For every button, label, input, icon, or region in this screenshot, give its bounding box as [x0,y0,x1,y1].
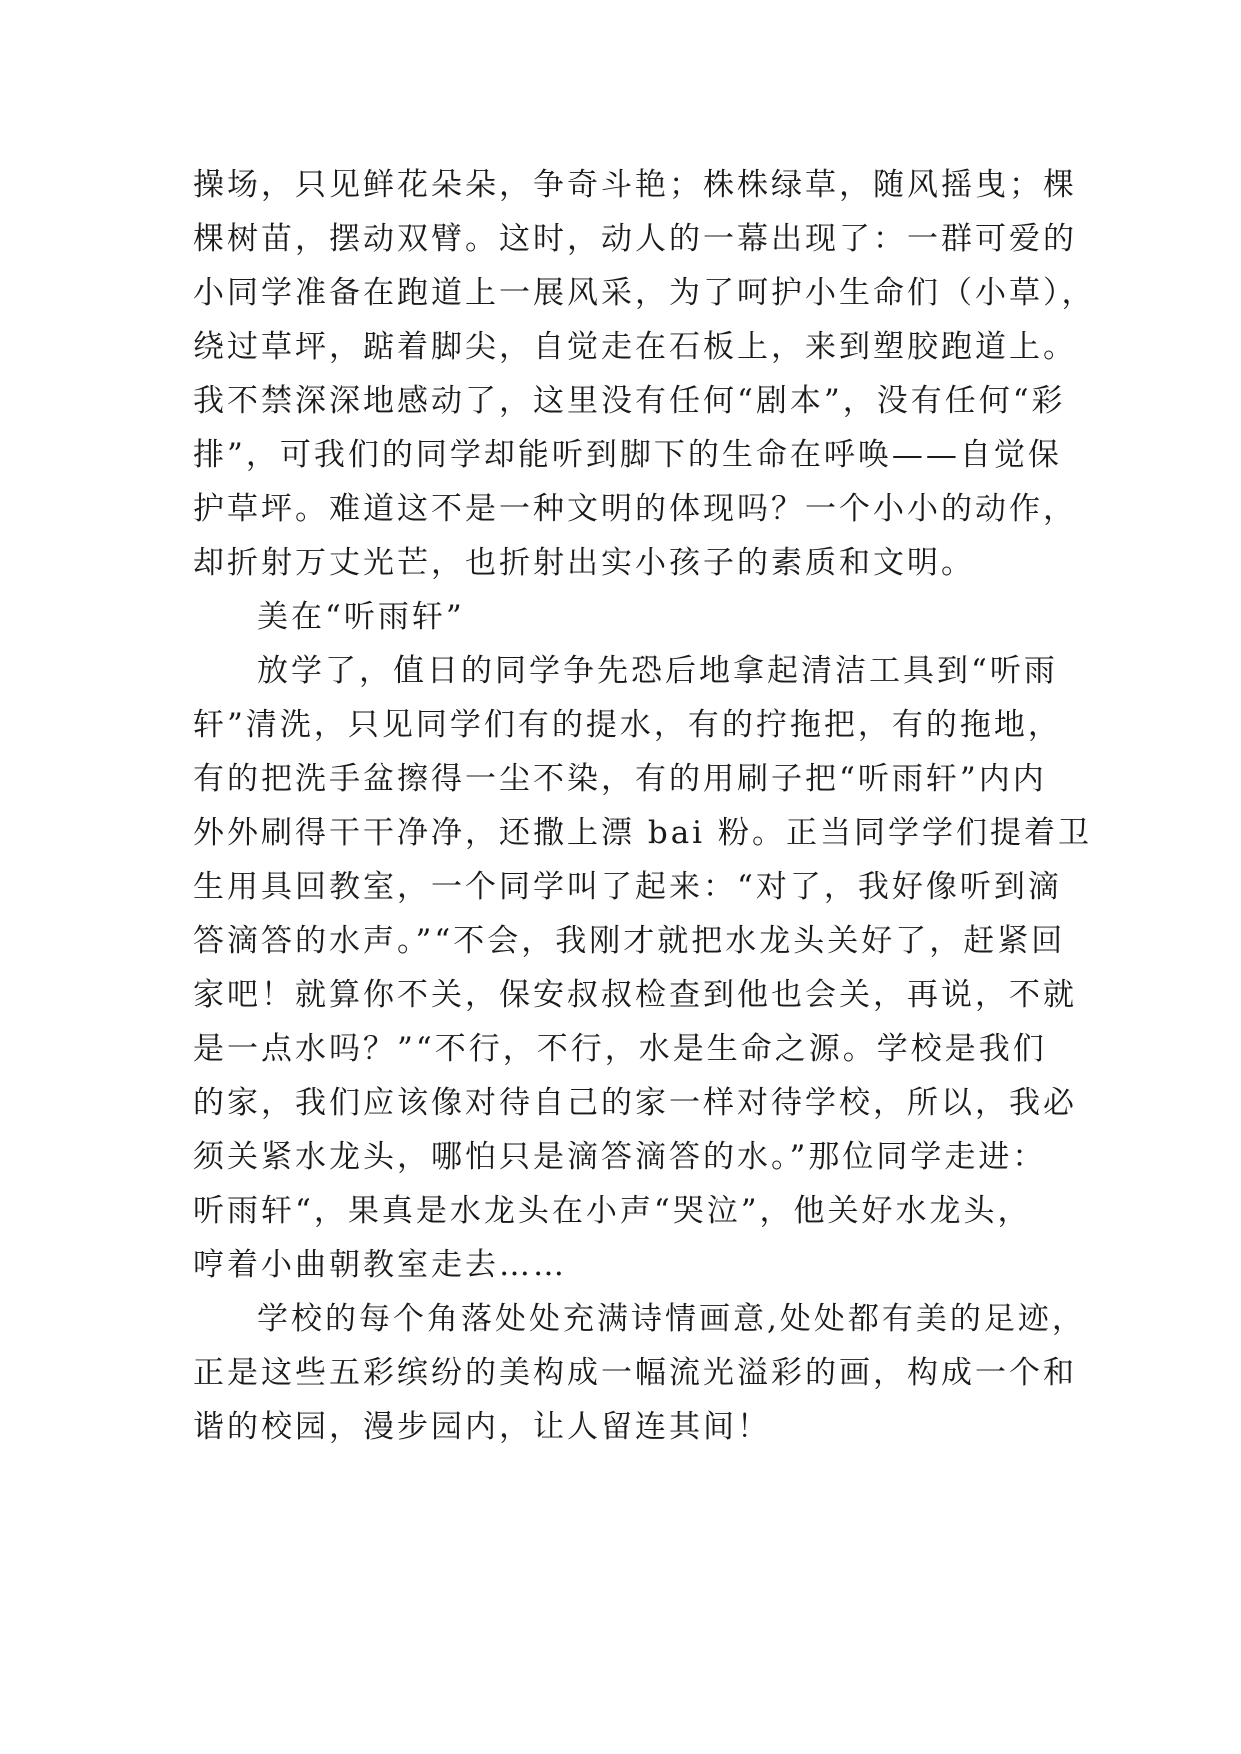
text-line: 排”，可我们的同学却能听到脚下的生命在呼唤——自觉保 [193,437,1062,473]
section-heading: 美在“听雨轩” [257,599,465,635]
text-line: 我不禁深深地感动了，这里没有任何“剧本”，没有任何“彩 [193,383,1066,419]
text-line: 的家，我们应该像对待自己的家一样对待学校，所以，我必 [193,1085,1077,1121]
text-line: 家吧！就算你不关，保安叔叔检查到他也会关，再说，不就 [193,977,1077,1013]
text-line: 小同学准备在跑道上一展风采，为了呵护小生命们（小草）， [193,275,1096,311]
text-line: 有的把洗手盆擦得一尘不染，有的用刷子把“听雨轩”内内 [193,761,1047,797]
text-line: 谐的校园，漫步园内，让人留连其间！ [193,1409,771,1445]
text-line: 正是这些五彩缤纷的美构成一幅流光溢彩的画，构成一个和 [193,1355,1077,1391]
text-line: 轩”清洗，只见同学们有的提水，有的拧拖把，有的拖地， [193,707,1062,743]
text-line: 绕过草坪，踮着脚尖，自觉走在石板上，来到塑胶跑道上。 [193,329,1077,365]
text-line: 棵树苗，摆动双臂。这时，动人的一幕出现了：一群可爱的 [193,221,1077,257]
text-line: 是一点水吗？”“不行，不行，水是生命之源。学校是我们 [193,1031,1047,1067]
text-line: 答滴答的水声。”“不会，我刚才就把水龙头关好了，赶紧回 [193,923,1066,959]
text-line: 护草坪。难道这不是一种文明的体现吗？一个小小的动作， [193,491,1077,527]
text-line: 听雨轩“，果真是水龙头在小声“哭泣”，他关好水龙头， [193,1193,1032,1229]
text-line: 外外刷得干干净净，还撒上漂 bai 粉。正当同学学们提着卫 [193,815,1092,851]
paragraph-start: 放学了，值日的同学争先恐后地拿起清洁工具到“听雨 [257,653,1058,689]
text-line: 须关紧水龙头，哪怕只是滴答滴答的水。”那位同学走进： [193,1139,1047,1175]
text-line: 生用具回教室，一个同学叫了起来：“对了，我好像听到滴 [193,869,1062,905]
text-line: 却折射万丈光芒，也折射出实小孩子的素质和文明。 [193,545,975,581]
text-line: 操场，只见鲜花朵朵，争奇斗艳；株株绿草，随风摇曳；棵 [193,167,1077,203]
text-line: 哼着小曲朝教室走去…… [193,1247,567,1283]
paragraph-start: 学校的每个角落处处充满诗情画意,处处都有美的足迹， [257,1301,1086,1337]
body-text [193,158,1096,1454]
